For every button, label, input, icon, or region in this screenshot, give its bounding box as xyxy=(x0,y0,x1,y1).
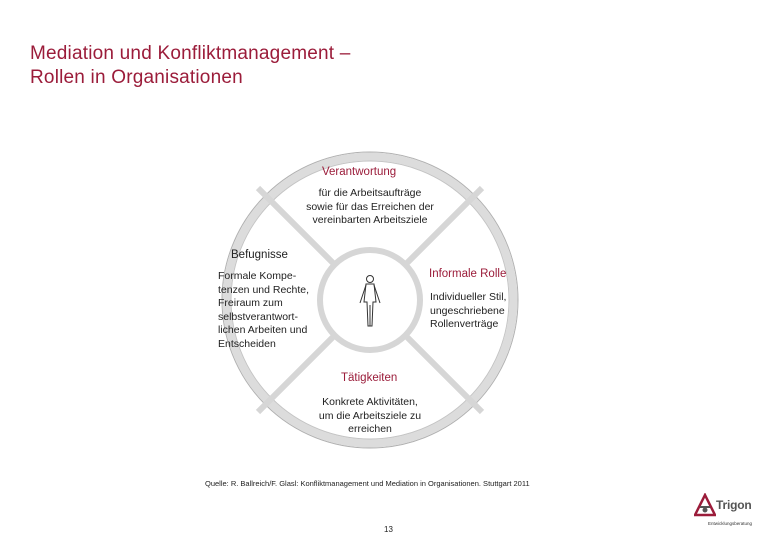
logo-wordmark: Trigon xyxy=(716,498,752,512)
trigon-logo-mark-icon xyxy=(694,493,716,519)
text-line: Rollenverträge xyxy=(430,318,499,330)
sector-text-befugnisse xyxy=(218,270,328,351)
sector-title-verantwortung: Verantwortung xyxy=(322,166,397,178)
text-line: für die Arbeitsaufträge xyxy=(318,187,422,199)
sector-text-taetigkeiten xyxy=(300,396,440,437)
text-line: Individueller Stil, xyxy=(430,291,507,303)
text-line: tenzen und Rechte, xyxy=(218,283,310,296)
page-title-line-2: Rollen in Organisationen xyxy=(30,67,243,88)
text-line: Entscheiden xyxy=(218,337,276,350)
text-line: erreichen xyxy=(348,423,392,435)
page-title-line-1: Mediation und Konfliktmanagement – xyxy=(30,43,351,64)
logo-tagline: Entwicklungsberatung xyxy=(708,521,753,526)
text-line: Konkrete Aktivitäten, xyxy=(322,396,418,408)
text-line: lichen Arbeiten und xyxy=(218,324,308,336)
text-line: Freiraum zum xyxy=(218,297,283,309)
text-line: ungeschriebene xyxy=(430,304,505,317)
text-line: um die Arbeitsziele zu xyxy=(318,409,422,422)
text-line: Formale Kompe- xyxy=(218,270,297,282)
source-citation: Quelle: R. Ballreich/F. Glasl: Konfliktmanagement und Mediation in Organisationen. Stuttgart 2011 xyxy=(205,479,530,488)
page-number: 13 xyxy=(384,525,393,534)
center-circle-border xyxy=(320,250,420,350)
sector-title-befugnisse: Befugnisse xyxy=(231,249,288,261)
sector-text-informale-rolle xyxy=(430,291,530,332)
text-line: sowie für das Erreichen der xyxy=(306,200,434,213)
sector-text-verantwortung xyxy=(290,187,450,228)
text-line: selbstverantwort- xyxy=(218,310,298,323)
sector-title-informale-rolle: Informale Rolle xyxy=(429,268,507,280)
text-line: vereinbarten Arbeitsziele xyxy=(312,214,428,226)
sector-title-taetigkeiten: Tätigkeiten xyxy=(341,372,398,384)
trigon-logo xyxy=(694,493,774,533)
